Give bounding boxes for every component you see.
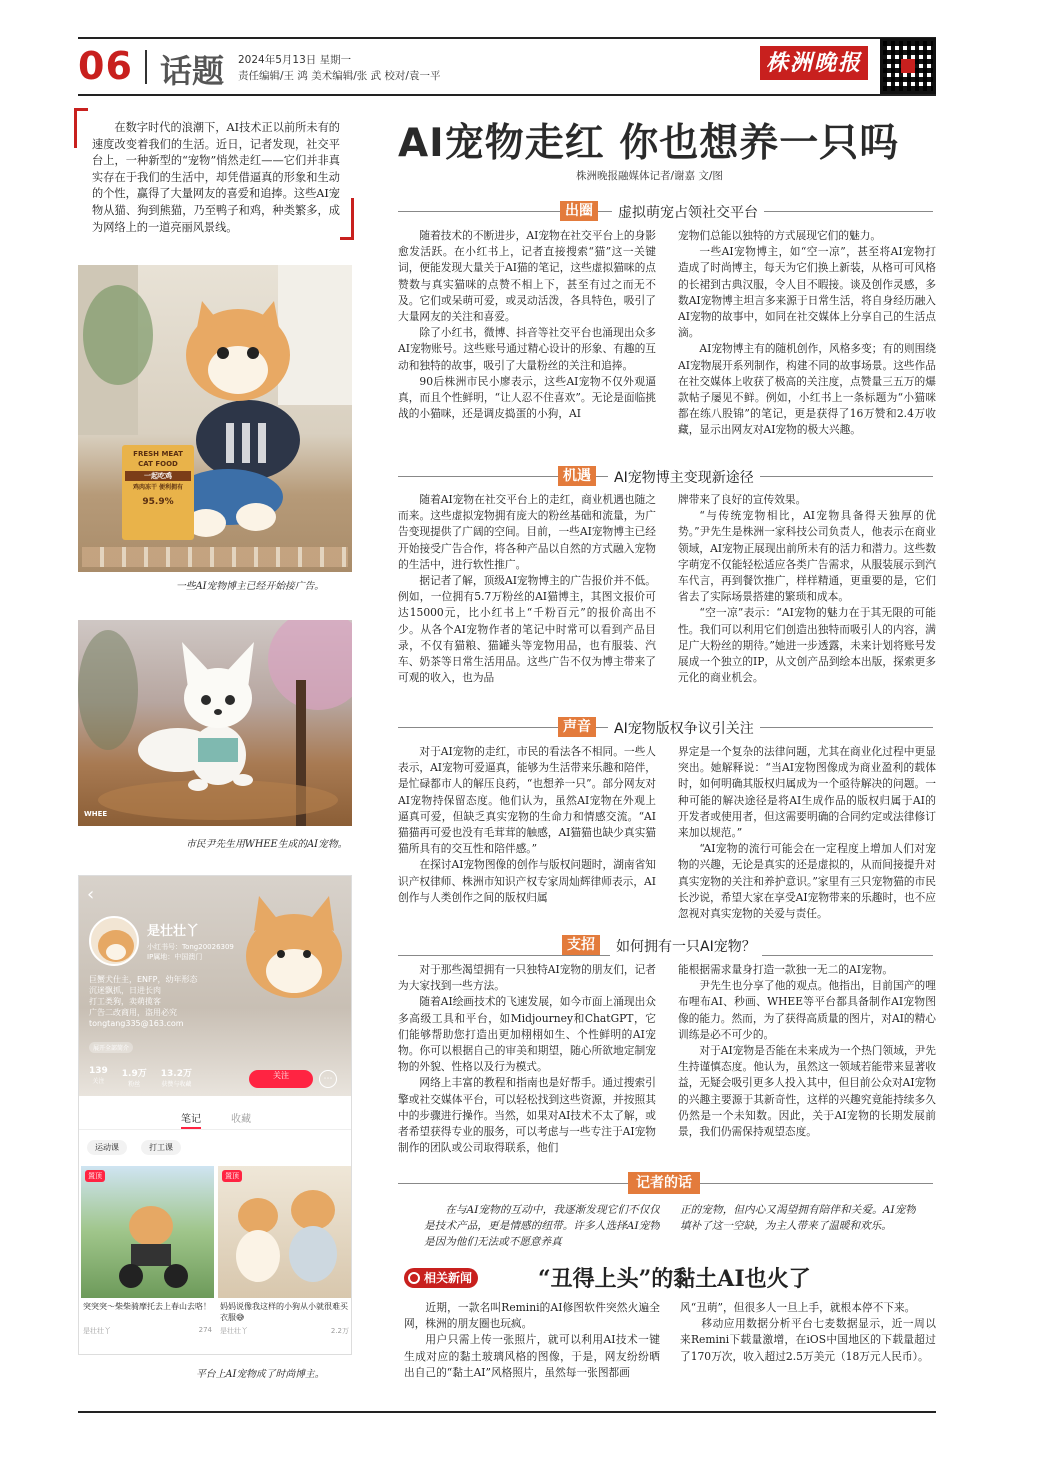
section-4-left-column bbox=[398, 962, 656, 1162]
header-top-rule bbox=[78, 37, 936, 39]
paragraph: 对于AI宠物的走红，市民的看法各不相同。一些人表示，AI宠物可爱逼真，能够为生活带来乐趣和陪伴，是忙碌都市人的解压良药，“也想养一只”。部分网友对AI宠物持保留态度。他们认为，虽然AI宠物在外观上逼真可爱，但缺乏真实宠物的生命力和情感交流。“AI猫猫再可爱也没有毛茸茸的触感，AI猫猫也缺少真实猫猫所具有的交互性和陪伴感。” bbox=[398, 745, 656, 856]
paragraph: “AI宠物的流行可能会在一定程度上增加人们对宠物的兴趣，无论是真实的还是虚拟的，从而间接提升对真实宠物的关注和养护意识。”家里有三只宠物猫的市民长沙说，希望大家在享受AI宠物带来的乐趣时，也不应忽视对真实宠物的关爱与责任。 bbox=[678, 842, 936, 921]
paragraph: 牌带来了良好的宣传效果。 bbox=[678, 493, 807, 506]
tab-notes[interactable]: 笔记 bbox=[181, 1104, 201, 1129]
card-user: 是壮壮丫 bbox=[83, 1327, 111, 1335]
package-text: 一起吃鸡 bbox=[125, 471, 191, 481]
footer-rule bbox=[78, 1411, 936, 1413]
paragraph: 随着技术的不断进步，AI宠物在社交平台上的身影愈发活跃。在小红书上，记者直接搜索“猫”这一关键词，便能发现大量关于AI猫的笔记，这些虚拟猫咪的点赞数与真实猫咪的点赞不相上下，甚至有过之而无不及。它们或呆萌可爱，或灵动活泼，各具特色，吸引了大量网友的关注和喜爱。 bbox=[398, 229, 656, 324]
paragraph: 在与AI宠物的互动中，我逐渐发现它们不仅仅是技术产品，更是情感的纽带。许多人选择AI宠物是因为他们无法或不愿意养真 bbox=[424, 1204, 660, 1249]
bio-line: 打工类狗，卖萌揽客 bbox=[89, 997, 161, 1006]
related-news-title: “丑得上头”的黏土AI也火了 bbox=[538, 1266, 811, 1292]
paragraph: 界定是一个复杂的法律问题，尤其在商业化过程中更显突出。她解释说：“当AI宠物图像成为商业盈利的载体时，如何明确其版权归属成为一个亟待解决的问题。一种可能的解决途径是将AI生成作品的版权归属于AI的开发者或使用者，但这需要明确的合同约定或法律修订来加以规范。” bbox=[678, 745, 936, 840]
photo-caption: 市民尹先生用WHEE生成的AI宠物。 bbox=[186, 839, 348, 850]
paragraph: 对于AI宠物是否能在未来成为一个热门领域，尹先生持谨慎态度。他认为，虽然这一领域若能带来显著收益，无疑会吸引更多人投入其中，但目前公众对AI宠物的兴趣主要源于其新奇性，这样的兴趣究竟能持续多久仍然是一个未知数。因此，关于AI宠物的长期发展前景，我们仍需保持观望态度。 bbox=[678, 1044, 936, 1139]
stat-item bbox=[122, 1066, 147, 1088]
bio-line: 广告二改商用，盗用必究 bbox=[89, 1008, 177, 1017]
section-4-right-column bbox=[678, 962, 936, 1162]
editors-line: 责任编辑/王 鸿 美术编辑/张 武 校对/袁一平 bbox=[238, 70, 441, 82]
related-news-left bbox=[404, 1300, 660, 1382]
section-heading: AI宠物版权争议引关注 bbox=[608, 718, 760, 738]
card-image bbox=[218, 1166, 351, 1298]
paragraph: “空一凉”表示：“AI宠物的魅力在于其无限的可能性。我们可以利用它们创造出独特而吸引人的内容，满足广大粉丝的期待。”她进一步透露，未来计划将账号发展成一个独立的IP，从文创产品到绘本出版，探索更多元化的商业机会。 bbox=[678, 606, 936, 685]
reporter-note-right bbox=[680, 1202, 916, 1254]
header-bottom-rule bbox=[78, 94, 936, 96]
tab-bar bbox=[79, 1104, 352, 1130]
related-news-right bbox=[680, 1300, 936, 1382]
section-tag: 声音 bbox=[558, 717, 596, 737]
package-text: CAT FOOD bbox=[138, 460, 178, 468]
bio-expand-button[interactable]: 展开全部简介 bbox=[89, 1042, 133, 1053]
stat-item bbox=[89, 1066, 108, 1088]
whee-watermark: WHEE bbox=[84, 810, 108, 818]
tab-favorites[interactable]: 收藏 bbox=[231, 1114, 251, 1125]
card-footer bbox=[218, 1326, 351, 1336]
back-chevron-icon[interactable]: ‹ bbox=[87, 884, 95, 905]
bio-line: 巨蟹犬仕主，ENFP，幼年形态 bbox=[89, 975, 198, 984]
note-card[interactable] bbox=[218, 1166, 351, 1352]
note-card[interactable] bbox=[81, 1166, 214, 1352]
related-news-tag: 相关新闻 bbox=[404, 1268, 478, 1288]
thumbnail-strip bbox=[82, 547, 348, 567]
photo-ai-fox bbox=[78, 620, 352, 826]
package-text: 95.9% bbox=[142, 497, 174, 507]
section-heading: 如何拥有一只AI宠物？ bbox=[610, 936, 762, 956]
paragraph: 90后株洲市民小廖表示，这些AI宠物不仅外观逼真，而且个性鲜明，“让人忍不住喜欢”。无论是面临挑战的小猫咪，还是调皮捣蛋的小狗，AI bbox=[398, 374, 656, 421]
reporter-note-tag: 记者的话 bbox=[628, 1172, 700, 1194]
bio-line: tongtang335@163.com bbox=[89, 1019, 184, 1028]
chip[interactable]: 运动课 bbox=[87, 1140, 127, 1155]
stat-number: 13.2万 bbox=[160, 1069, 192, 1079]
bio-line: 沉迷飘抓，日进长肉 bbox=[89, 986, 161, 995]
section-tag: 机遇 bbox=[558, 466, 596, 486]
profile-id: 小红书号：Tong20026309 bbox=[147, 943, 234, 951]
pin-badge: 置顶 bbox=[85, 1170, 105, 1182]
package-text: 鸡肉冻干 便利拥有 bbox=[132, 484, 184, 491]
photo-ai-cat-ad bbox=[78, 265, 352, 572]
shiba-motorcycle-illustration bbox=[81, 1166, 214, 1298]
paragraph: 用户只需上传一张照片，就可以利用AI技术一键生成对应的黏土玻璃风格的图像，于是，网友纷纷晒出自己的“黏土AI”风格照片，虽然每一张图都画 bbox=[404, 1333, 660, 1379]
profile-location: IP属地：中国澳门 bbox=[147, 953, 203, 961]
card-likes: 2.2万 bbox=[330, 1327, 349, 1335]
message-icon[interactable]: ⋯ bbox=[319, 1070, 337, 1088]
paragraph: 据记者了解，顶级AI宠物博主的广告报价并不低。例如，一位拥有5.7万粉丝的AI猫博主，其图文报价可达15000元，比小红书上“千粉百元”的报价高出不少。从各个AI宠物作者的笔记中时常可以看到产品目录，不仅有猫粮、猫罐头等宠物用品，也有服装、汽车、奶茶等日常生活用品。这些广告不仅为博主带来了可观的收入，也为品 bbox=[398, 574, 656, 685]
follow-button[interactable]: 关注 bbox=[249, 1070, 313, 1088]
paragraph: AI宠物博主有的随机创作，风格多变；有的则围绕AI宠物展开系列制作，构建不同的故事场景。这些作品在社交媒体上收获了极高的关注度，点赞量三五万的爆款帖子屡见不鲜。例如，小红书上一条标题为“小猫咪都在练八股锦”的笔记，更是获得了16万赞和2.4万收藏，显示出网友对AI宠物的极大兴趣。 bbox=[678, 342, 936, 437]
paragraph: 近期，一款名叫Remini的AI修图软件突然火遍全网，株洲的朋友圈也玩疯。 bbox=[404, 1301, 660, 1331]
paragraph: 能根据需求量身打造一款独一无二的AI宠物。 bbox=[678, 963, 894, 976]
two-shibas-illustration bbox=[218, 1166, 351, 1298]
stat-item bbox=[161, 1066, 192, 1088]
section-3-right-column bbox=[678, 744, 936, 940]
article-title: AI宠物走红 你也想养一只吗 bbox=[398, 121, 900, 166]
byline: 株洲晚报融媒体记者/谢嘉 文/图 bbox=[576, 170, 723, 182]
card-image bbox=[81, 1166, 214, 1298]
package-text: FRESH MEAT bbox=[133, 450, 183, 458]
avatar[interactable] bbox=[89, 916, 139, 966]
paragraph: 宠物们总能以独特的方式展现它们的魅力。 bbox=[678, 229, 882, 242]
section-2-right-column bbox=[678, 492, 936, 702]
paragraph: 正的宠物，但内心又渴望拥有陪伴和关爱。AI宠物填补了这一空缺，为主人带来了温暖和欢乐。 bbox=[680, 1204, 916, 1233]
stat-label: 关注 bbox=[92, 1078, 105, 1085]
section-heading: AI宠物博主变现新途径 bbox=[608, 467, 760, 487]
card-user: 是壮壮丫 bbox=[220, 1327, 248, 1335]
cat-illustration bbox=[78, 265, 352, 572]
chip[interactable]: 打工课 bbox=[141, 1140, 181, 1155]
paragraph: 风“丑萌”，但很多人一旦上手，就根本停不下来。 bbox=[680, 1301, 916, 1314]
paragraph: 移动应用数据分析平台七麦数据显示，近一周以来Remini下载量激增，在iOS中国地区的下载量超过了170万次，收入超过2.5万美元（18万元人民币）。 bbox=[680, 1317, 936, 1363]
page-number: 06 bbox=[78, 44, 133, 88]
photo-caption: 平台上AI宠物成了时尚博主。 bbox=[196, 1369, 325, 1380]
profile-name: 是壮壮丫 bbox=[147, 924, 200, 939]
paragraph: 网络上丰富的教程和指南也是好帮手。通过搜索引擎或社交媒体平台，可以轻松找到这些资源，并按照其中的步骤进行操作。当然，如果对AI技术不太了解，或者希望获得专业的服务，可以考虑与一些专注于AI宠物制作的团队或公司取得联系，他们 bbox=[398, 1076, 656, 1155]
paragraph: “与传统宠物相比，AI宠物具备得天独厚的优势。”尹先生是株洲一家科技公司负责人，他表示在商业领域，AI宠物正展现出前所未有的活力和潜力。这些数字萌宠不仅能轻松适应各类广告需求，从服装展示到汽车代言，再到餐饮推广，样样精通，更重要的是，它们省去了实际场景搭建的繁琐和成本。 bbox=[678, 509, 936, 604]
stat-number: 139 bbox=[89, 1066, 108, 1076]
paragraph: 尹先生也分享了他的观点。他指出，目前国产的哩布哩布AI、秒画、WHEE等平台都具备制作AI宠物图像的能力。然而，为了获得高质量的图片，对AI的精心训练是必不可少的。 bbox=[678, 979, 936, 1041]
pin-badge: 置顶 bbox=[222, 1170, 242, 1182]
profile-stats bbox=[89, 1066, 192, 1088]
phone-screenshot-profile bbox=[78, 875, 352, 1355]
stat-label: 粉丝 bbox=[128, 1081, 141, 1088]
qr-code-icon bbox=[880, 38, 936, 94]
date-line: 2024年5月13日 星期一 bbox=[238, 54, 352, 66]
stat-label: 获赞与收藏 bbox=[161, 1081, 192, 1088]
paragraph: 一些AI宠物博主，如“空一凉”，甚至将AI宠物打造成了时尚博主，每天为它们换上新装，从格可可风格的长裙到古典汉服，令人目不暇接。谈及创作灵感，多数AI宠物博主坦言多来源于日常生活，将自身经历融入AI宠物的故事中，如同在社交媒体上分享自己的生活点滴。 bbox=[678, 245, 936, 340]
header-separator bbox=[145, 50, 147, 84]
photo-caption: 一些AI宠物博主已经开始接广告。 bbox=[176, 581, 325, 592]
card-footer bbox=[81, 1326, 214, 1336]
profile-bio bbox=[89, 974, 197, 1029]
paragraph: 随着AI绘画技术的飞速发展，如今市面上涌现出众多高级工具和平台，如Midjourney和ChatGPT，它们能够帮助您打造出更加栩栩如生、个性鲜明的AI宠物。你可以根据自己的审美和期望，随心所欲地定制宠物的外貌、性格以及行为模式。 bbox=[398, 995, 656, 1074]
intro-text: 在数字时代的浪潮下，AI技术正以前所未有的速度改变着我们的生活。近日，记者发现，社交平台上，一种新型的“宠物”悄然走红——它们并非真实存在于我们的生活中，却凭借逼真的形象和生动的个性，赢得了大量网友的喜爱和追捧。这些AI宠物从猫、狗到熊猫，乃至鸭子和鸡，种类繁多，成为网络上的一道亮丽风景线。 bbox=[92, 121, 340, 234]
card-title: 突突突～柴柴骑摩托去上春山去咯！ bbox=[83, 1302, 211, 1311]
reporter-note-left bbox=[424, 1202, 660, 1254]
stat-number: 1.9万 bbox=[121, 1069, 147, 1079]
filter-chips bbox=[87, 1140, 181, 1155]
fox-illustration bbox=[78, 620, 352, 826]
paragraph: 随着AI宠物在社交平台上的走红，商业机遇也随之而来。这些虚拟宠物拥有庞大的粉丝基础和流量，为广告变现提供了广阔的空间。目前，一些AI宠物博主已经开始接受广告合作，将各种产品以自然的方式融入宠物的生活中，进行软性推广。 bbox=[398, 493, 656, 571]
section-1-right-column bbox=[678, 228, 936, 448]
section-1-left-column bbox=[398, 228, 656, 448]
paragraph: 除了小红书，微博、抖音等社交平台也涌现出众多AI宠物账号。这些账号通过精心设计的形象、有趣的互动和独特的故事，吸引了大量粉丝的关注和追捧。 bbox=[398, 326, 656, 372]
card-title: 妈妈说像我这样的小狗从小就很难买衣服😅 bbox=[220, 1302, 348, 1322]
cat-food-package bbox=[122, 445, 194, 540]
section-tag: 出圈 bbox=[560, 201, 598, 221]
section-3-left-column bbox=[398, 744, 656, 940]
paragraph: 对于那些渴望拥有一只独特AI宠物的朋友们，记者为大家找到一些方法。 bbox=[398, 963, 656, 993]
section-2-left-column bbox=[398, 492, 656, 702]
card-likes: 274 bbox=[198, 1326, 212, 1334]
paragraph: 在探讨AI宠物图像的创作与版权问题时，湖南省知识产权律师、株洲市知识产权专家周灿辉律师表示，AI创作与人类创作之间的版权归属 bbox=[398, 858, 656, 904]
masthead-logo: 株洲晚报 bbox=[760, 46, 868, 80]
section-tag: 支招 bbox=[562, 935, 600, 955]
section-heading: 虚拟萌宠占领社交平台 bbox=[612, 202, 764, 222]
section-name: 话题 bbox=[160, 52, 225, 90]
